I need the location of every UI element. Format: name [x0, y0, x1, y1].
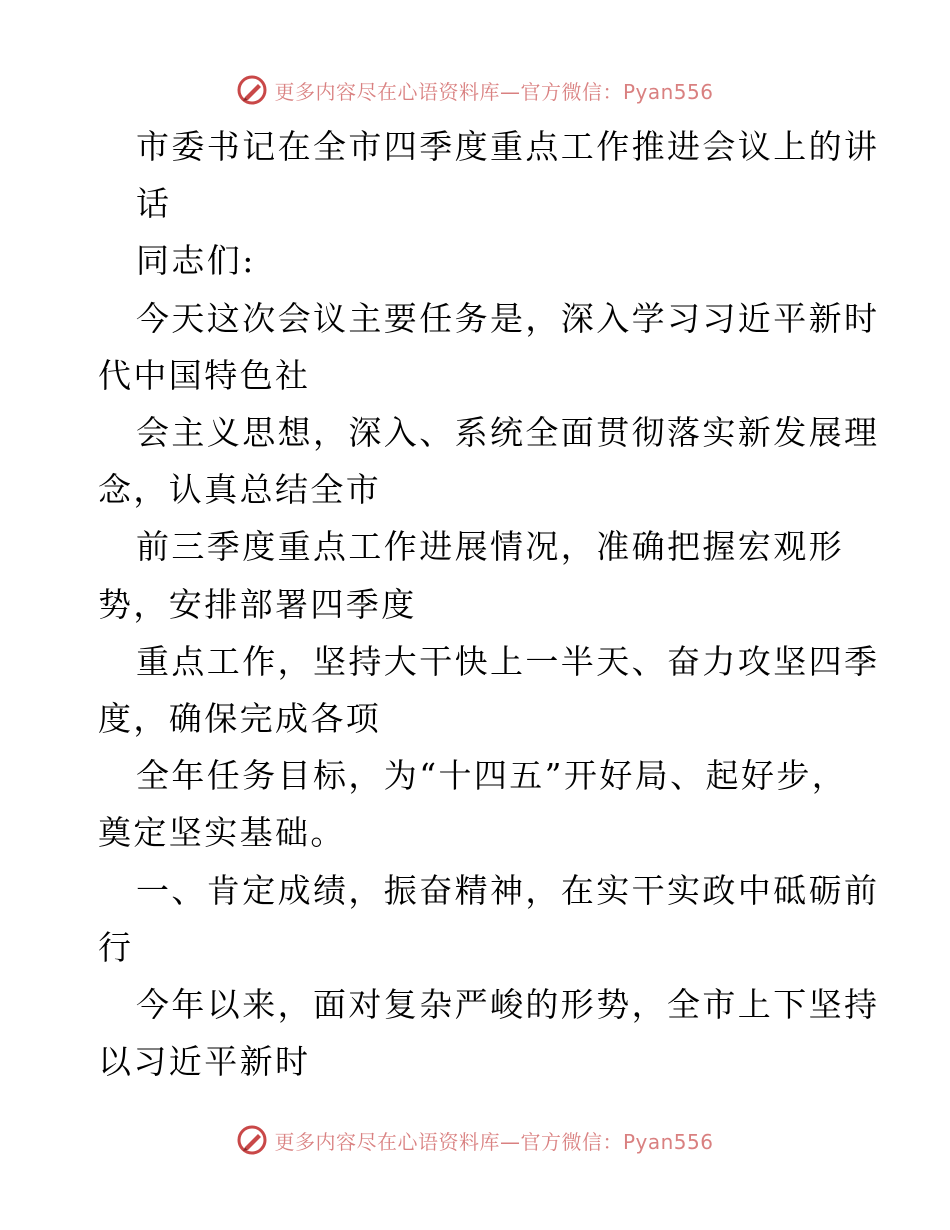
header-banner [0, 70, 950, 110]
document-line: 重点工作，坚持大干快上一半天、奋力攻坚四季 [136, 641, 880, 681]
document-line: 势，安排部署四季度 [98, 584, 417, 624]
footer-banner [0, 1120, 950, 1160]
document-line: 今天这次会议主要任务是，深入学习习近平新时 [136, 298, 880, 338]
document-line: 度，确保完成各项 [98, 699, 382, 738]
document-line: 今年以来，面对复杂严峻的形势，全市上下坚持 [136, 985, 880, 1024]
document-line: 话 [136, 184, 172, 224]
document-line: 以习近平新时 [98, 1042, 311, 1082]
document-line: 奠定坚实基础。 [98, 813, 346, 853]
document-line: 全年任务目标，为“十四五”开好局、起好步， [136, 756, 848, 796]
document-line: 前三季度重点工作进展情况，准确把握宏观形 [136, 527, 844, 567]
footer-banner-text: 更多内容尽在心语资料库—官方微信：Pyan556 [274, 1129, 714, 1154]
document-line: 同志们: [136, 241, 256, 281]
document-line: 代中国特色社 [98, 355, 311, 395]
pen-logo-icon [236, 74, 268, 106]
document-line: 一、肯定成绩，振奋精神，在实干实政中砥砺前 [136, 870, 880, 910]
document-line: 会主义思想，深入、系统全面贯彻落实新发展理 [136, 413, 880, 452]
document-line: 市委书记在全市四季度重点工作推进会议上的讲 [136, 127, 880, 166]
document-line: 行 [98, 927, 134, 967]
pen-logo-icon [236, 1124, 268, 1156]
header-banner-text: 更多内容尽在心语资料库—官方微信：Pyan556 [274, 79, 714, 104]
document-line: 念，认真总结全市 [98, 470, 382, 510]
